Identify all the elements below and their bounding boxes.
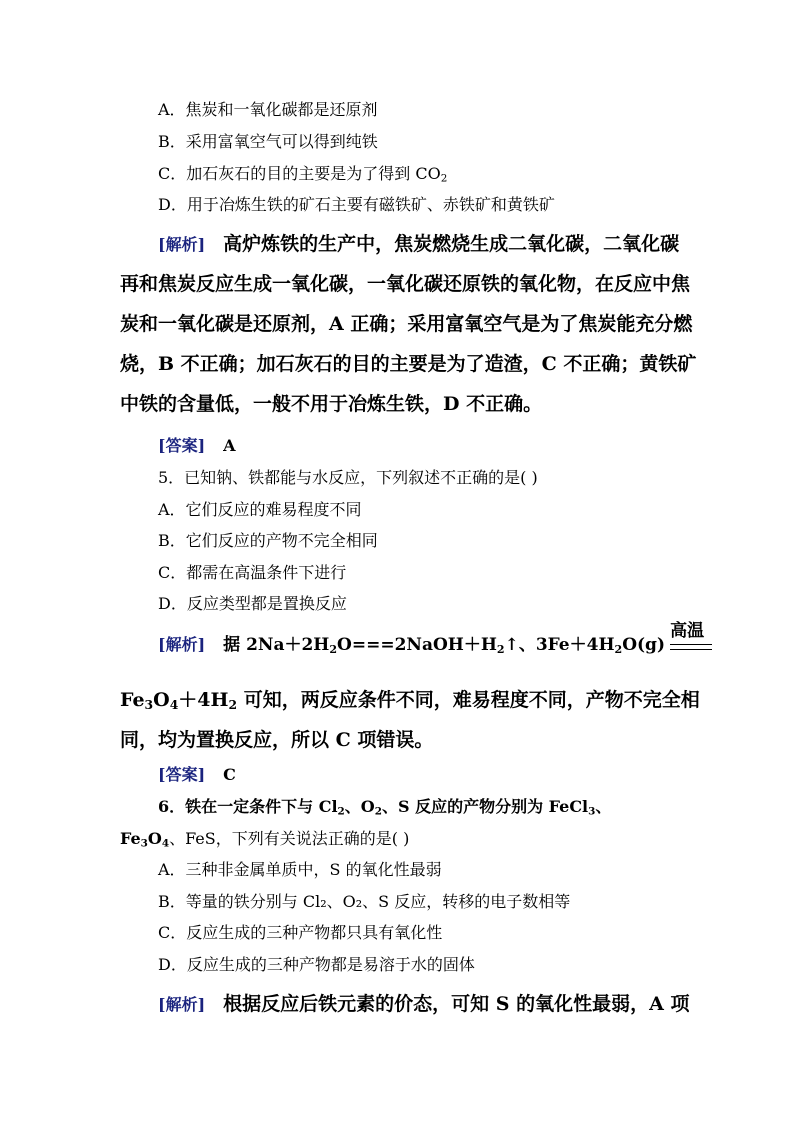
q6-option-c: C．反应生成的三种产物都只具有氧化性 [158,923,443,942]
q4-analysis-line-1: [解析] 高炉炼铁的生产中，焦炭燃烧生成二氧化碳，二氧化碳 [158,233,680,255]
q4-answer: [答案] A [158,436,236,455]
q4-option-c: C．加石灰石的目的主要是为了得到 $CO_2$ [158,164,448,185]
q5-option-c: C．都需在高温条件下进行 [158,563,347,582]
answer-tag: [答案] [158,765,206,784]
q5-analysis-line-2: $Fe_3O_4+4H_2$ 可知，两反应条件不同，难易程度不同，产物不完全相 [120,689,700,713]
q4-analysis-line-3: 炭和一氧化碳是还原剂，A 正确；采用富氧空气是为了焦炭能充分燃 [120,313,693,335]
q6-stem-line-1: 6．铁在一定条件下与 $Cl_2$、$O_2$、S 反应的产物分别为 FeCl$_3$、 [158,797,612,818]
q6-option-d: D．反应生成的三种产物都是易溶于水的固体 [158,955,475,974]
answer-tag: [答案] [158,436,206,455]
q5-option-d: D．反应类型都是置换反应 [158,594,347,613]
q6-stem-line-2: $Fe_3O_4$、FeS，下列有关说法正确的是( ) [120,829,410,850]
q5-option-b: B．它们反应的产物不完全相同 [158,531,378,550]
q4-option-b: B．采用富氧空气可以得到纯铁 [158,132,378,151]
q5-stem: 5．已知钠、铁都能与水反应，下列叙述不正确的是( ) [158,468,538,487]
q6-analysis-line-1: [解析] 根据反应后铁元素的价态，可知 S 的氧化性最弱，A 项 [158,993,690,1015]
q5-option-a: A．它们反应的难易程度不同 [158,500,362,519]
q6-option-b: B．等量的铁分别与 Cl₂、O₂、S 反应，转移的电子数相等 [158,892,571,911]
q6-option-a: A．三种非金属单质中，S 的氧化性最弱 [158,860,442,879]
q4-option-a: A．焦炭和一氧化碳都是还原剂 [158,100,378,119]
analysis-tag: [解析] [158,995,206,1014]
q4-option-d: D．用于冶炼生铁的矿石主要有磁铁矿、赤铁矿和黄铁矿 [158,195,555,214]
reaction-condition-arrow [670,620,714,656]
condition-label: 高温 [670,620,705,641]
q4-analysis-line-2: 再和焦炭反应生成一氧化碳，一氧化碳还原铁的氧化物，在反应中焦 [120,273,691,295]
analysis-tag: [解析] [158,235,206,254]
q5-answer: [答案] C [158,765,236,784]
q5-analysis-line-1: [解析] 据 $2Na+2H_2O===2NaOH+H_2↑$、$3Fe+4H_2O(g)$ 高温 [158,630,714,656]
q5-analysis-line-3: 同，均为置换反应，所以 C 项错误。 [120,729,434,751]
q4-analysis-line-4: 烧，B 不正确；加石灰石的目的主要是为了造渣，C 不正确；黄铁矿 [120,353,697,375]
analysis-tag: [解析] [158,635,206,654]
q4-analysis-line-5: 中铁的含量低，一般不用于冶炼生铁，D 不正确。 [120,393,543,415]
